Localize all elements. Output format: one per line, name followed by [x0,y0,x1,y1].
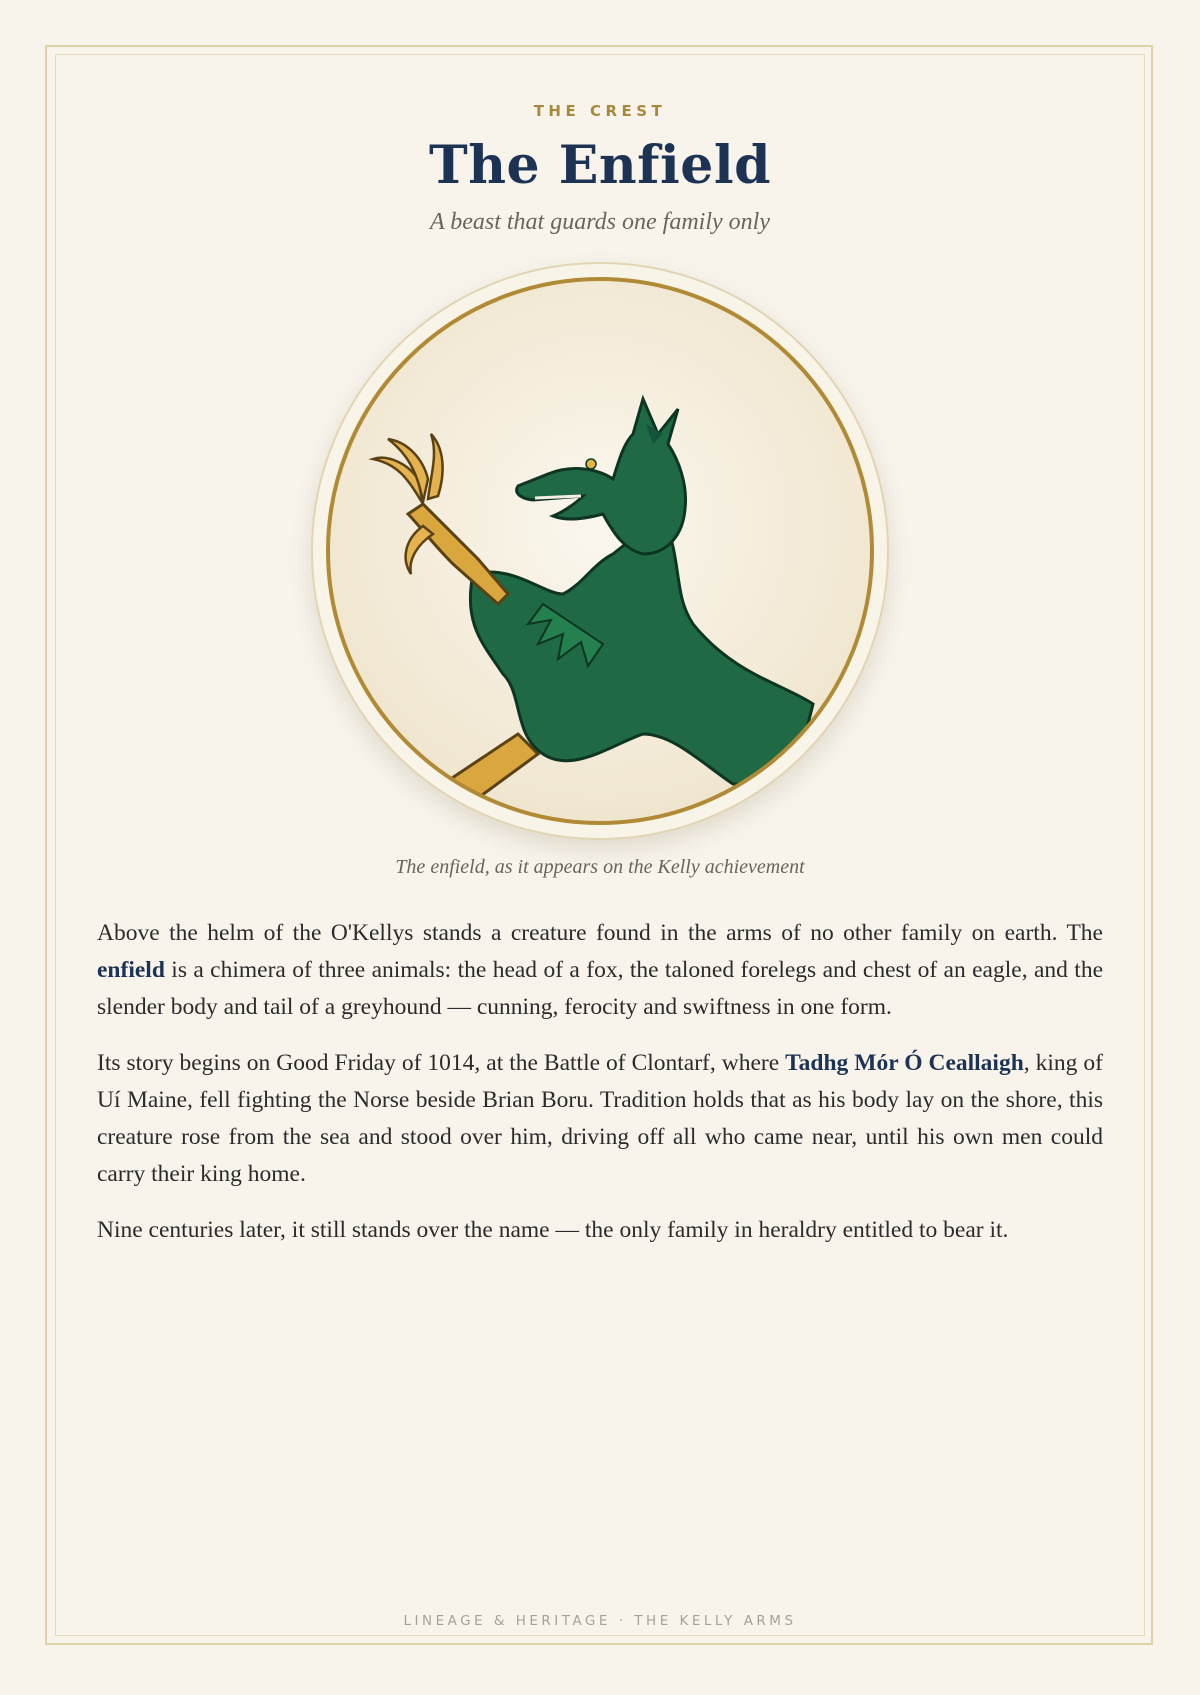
paragraph-3 [97,1212,1103,1249]
page-footer: LINEAGE & HERITAGE · THE KELLY ARMS [403,1613,797,1629]
section-eyebrow: THE CREST [533,102,667,120]
paragraph-1 [97,915,1103,1026]
figure-caption: The enfield, as it appears on the Kelly achievement [395,856,805,878]
paragraph-1-text-b: is a chimera of three animals: the head of a fox, the taloned forelegs and chest of an eagle, and the slender body and tail of a greyhound — cunning, ferocity and swiftness in one form. [97,957,1103,1020]
paragraph-1-text-a: Above the helm of the O'Kellys stands a creature found in the arms of no other family on earth. The [97,920,1103,946]
enfield-crest-illustration [313,264,887,838]
name-tadhg-mor: Tadhg Mór Ó Ceallaigh [785,1050,1024,1076]
article-body [97,915,1103,1268]
paragraph-2-text-b: , king of Uí Maine, fell fighting the Norse beside Brian Boru. Tradition holds that as his body lay on the shore, this creature rose from the sea and stood over him, driving off all who came near, until his own men could carry their king home. [97,1050,1103,1187]
crest-medallion [311,262,889,840]
page-title: The Enfield [429,135,771,196]
term-enfield: enfield [97,957,165,983]
page-subtitle: A beast that guards one family only [430,209,770,235]
paragraph-3-text: Nine centuries later, it still stands over the name — the only family in heraldry entitled to bear it. [97,1217,1009,1243]
paragraph-2 [97,1045,1103,1193]
paragraph-2-text-a: Its story begins on Good Friday of 1014, at the Battle of Clontarf, where [97,1050,786,1076]
